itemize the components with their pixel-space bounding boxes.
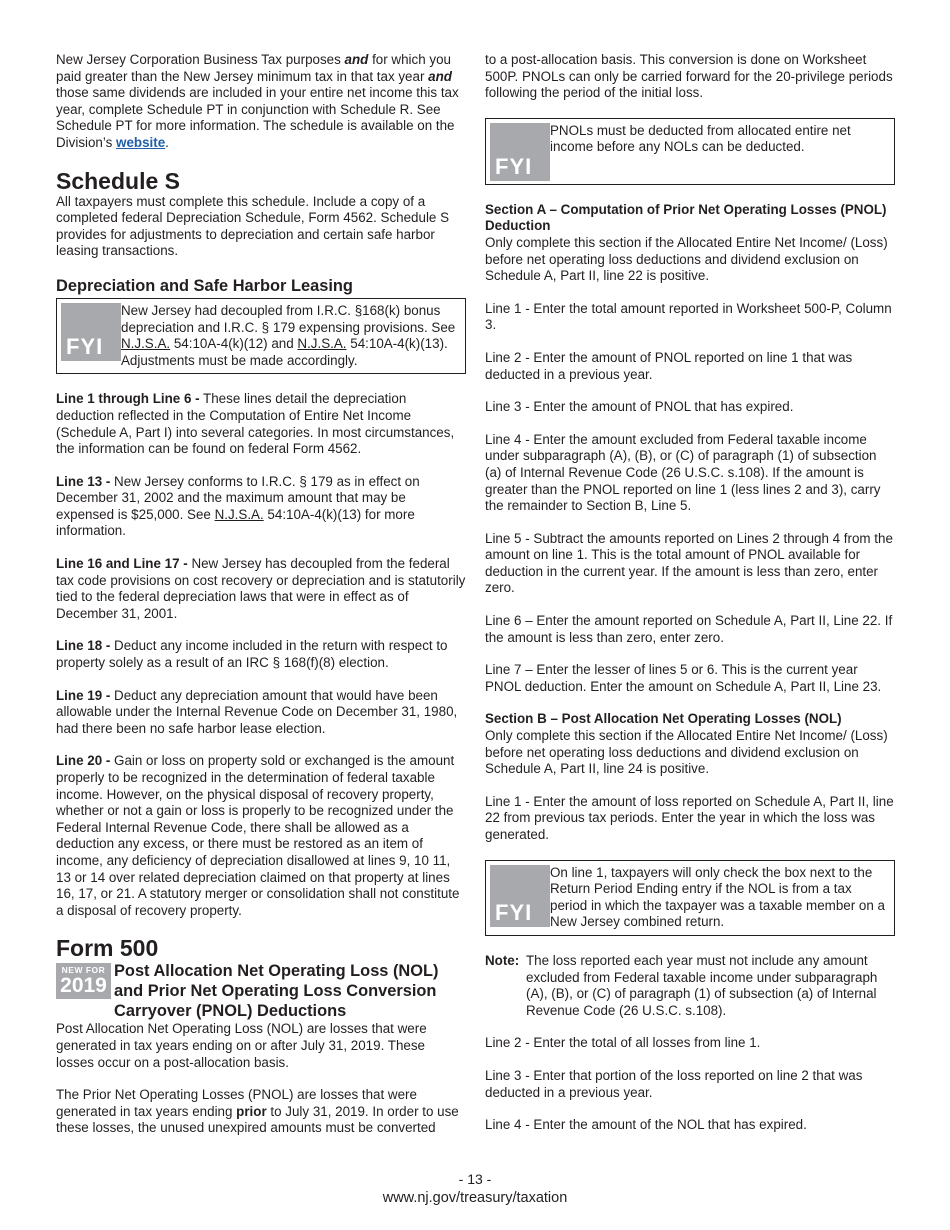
- fyi-text: PNOLs must be deducted from allocated entire net income before any NOLs can be deducted.: [550, 122, 851, 155]
- page-number: - 13 -: [458, 1171, 492, 1187]
- section-b-intro: Only complete this section if the Allocated Entire Net Income/ (Loss) before net operating loss deductions and dividend exclusion on Schedule A, Part II, line 24 is positive.: [485, 728, 888, 777]
- line-19-label: Line 19 -: [56, 687, 111, 703]
- nol-paragraph: Post Allocation Net Operating Loss (NOL) are losses that were generated in tax years ending on or after July 31, 2019. These losses occur on a post-allocation basis.: [56, 1021, 427, 1070]
- new-for-label: NEW FOR: [61, 965, 106, 976]
- fyi1-njsa-2: N.J.S.A.: [297, 336, 347, 352]
- note-label: Note:: [485, 952, 520, 968]
- intro-text-a: New Jersey Corporation Business Tax purposes: [56, 52, 345, 67]
- section-b-line-2: Line 2 - Enter the total of all losses from line 1.: [485, 1035, 761, 1051]
- line-13-paragraph: [56, 474, 466, 540]
- fyi-box-combined-return: [485, 860, 895, 936]
- new-year-label: 2019: [60, 974, 107, 998]
- line-20-label: Line 20 -: [56, 753, 111, 769]
- form-500-title: Form 500: [56, 935, 159, 962]
- note-block: [485, 953, 895, 1019]
- fyi-box-depreciation: [56, 298, 466, 374]
- new-for-2019-badge: [56, 963, 111, 999]
- intro-text-b: for which you paid greater than the New Jersey minimum tax in that tax year: [56, 52, 451, 84]
- section-a-intro: Only complete this section if the Allocated Entire Net Income/ (Loss) before net operating loss deductions and dividend exclusion on Schedule A, Part II, line 22 is positive.: [485, 234, 888, 284]
- line-16-text: New Jersey has decoupled from the federal tax code provisions on cost recovery or depreciation and is statutorily tied to the federal depreciation laws that were in effect as of December 31, 2001.: [56, 556, 466, 621]
- depreciation-heading: Depreciation and Safe Harbor Leasing: [56, 276, 353, 295]
- section-a-line-7: Line 7 – Enter the lesser of lines 5 or 6. This is the current year PNOL deduction. Enter the amount on Schedule A, Part II, Line 23.: [485, 662, 882, 694]
- line-16-label: Line 16 and Line 17 -: [56, 556, 188, 572]
- section-b-line-4: Line 4 - Enter the amount of the NOL that has expired.: [485, 1117, 807, 1133]
- fyi-badge: FYI: [490, 123, 550, 181]
- line-18-paragraph: [56, 638, 466, 671]
- line-19-text: Deduct any depreciation amount that would have been allowable under the Internal Revenue Code on December 31, 1980, had there been no safe harbor lease election.: [56, 687, 458, 736]
- line-18-label: Line 18 -: [56, 638, 111, 654]
- section-b-title: Section B – Post Allocation Net Operating Losses (NOL): [485, 711, 842, 727]
- note-text: The loss reported each year must not include any amount excluded from Federal taxable income under subparagraph (A), (B), or (C) of paragraph (1) of subsection (a) of Internal Revenue Code (26 U.S.C. s.108).: [526, 952, 878, 1018]
- nol-heading-block: [56, 961, 466, 1021]
- line-20-text: Gain or loss on property sold or exchanged is the amount properly to be recognized in the determination of federal taxable income. However, on the physical disposal of recovery property, whether or not a gain or loss is properly to be recognized under the Federal Internal Revenue Code, there shall be allowed as a deduction any excess, or there must be restored as an item of income, any deficiency of depreciation disallowed at lines 9, 10 11, 13 or 14 over related depreciation claimed on that property at lines 16, 17, or 21. A statutory merger or consolidation shall not constitute a disposal of recovery property.: [56, 753, 460, 918]
- fyi1-b: 54:10A-4(k)(12) and: [170, 336, 298, 352]
- line-13-a: New Jersey conforms to I.R.C. § 179 as in effect on December 31, 2002 and the maximum amount that may be expensed is $25,000. See: [56, 473, 420, 522]
- left-column: [56, 52, 466, 1153]
- section-a-line-6: Line 6 – Enter the amount reported on Schedule A, Part II, Line 22. If the amount is less than zero, enter zero.: [485, 613, 893, 645]
- fyi-box-pnol: [485, 118, 895, 185]
- pnol-paragraph: [56, 1087, 466, 1137]
- section-b-line-1: Line 1 - Enter the amount of loss reported on Schedule A, Part II, line 22 from previous tax periods. Enter the year in which the loss was generated.: [485, 793, 894, 842]
- nol-heading: Post Allocation Net Operating Loss (NOL) and Prior Net Operating Loss Conversion Carryover (PNOL) Deductions: [114, 962, 439, 1021]
- line-16-paragraph: [56, 556, 466, 622]
- right-column: [485, 52, 895, 1150]
- section-a-line-2: Line 2 - Enter the amount of PNOL reported on line 1 that was deducted in a previous year.: [485, 349, 853, 382]
- section-a-title: Section A – Computation of Prior Net Operating Losses (PNOL) Deduction: [485, 201, 887, 234]
- schedule-s-title: Schedule S: [56, 167, 180, 194]
- section-a-line-4: Line 4 - Enter the amount excluded from Federal taxable income under subparagraph (A), (B), or (C) of paragraph (1) of subsection (a) of Internal Revenue Code (26 U.S.C. s.108). If the amount is greater than the PNOL reported on line 1 (less lines 2 and 3), carry the remainder to Section B, Line 5.: [485, 431, 881, 514]
- pnol-continued: to a post-allocation basis. This conversion is done on Worksheet 500P. PNOLs can only be carried forward for the 20-privilege periods following the period of the initial loss.: [485, 52, 893, 101]
- pnol-b: to July 31, 2019. In order to use these losses, the unused unexpired amounts must be converted: [56, 1103, 459, 1136]
- line-1-6-paragraph: [56, 391, 466, 457]
- fyi1-njsa-1: N.J.S.A.: [121, 336, 171, 352]
- pnol-prior: prior: [236, 1103, 267, 1119]
- line-13-label: Line 13 -: [56, 473, 111, 489]
- fyi1-c: 54:10A-4(k)(13). Adjustments must be made accordingly.: [121, 336, 448, 368]
- fyi-badge: FYI: [490, 865, 550, 927]
- section-b-line-3: Line 3 - Enter that portion of the loss reported on line 2 that was deducted in a previous year.: [485, 1067, 863, 1100]
- line-1-6-text: These lines detail the depreciation deduction reflected in the Computation of Entire Net Income (Schedule A, Part I) into several categories. In most circumstances, the information can be found on federal Form 4562.: [56, 391, 455, 457]
- schedule-s-text: All taxpayers must complete this schedule. Include a copy of a completed federal Depreciation Schedule, Form 4562. Schedule S provides for adjustments to depreciation and certain safe harbor leasing transactions.: [56, 193, 450, 259]
- fyi-badge: FYI: [61, 303, 121, 361]
- line-13-b: 54:10A-4(k)(13) for more information.: [56, 506, 415, 539]
- line-1-6-label: Line 1 through Line 6 -: [56, 391, 200, 407]
- section-a-line-5: Line 5 - Subtract the amounts reported on Lines 2 through 4 from the amount on line 1. This is the total amount of PNOL available for deduction in the current year. If the amount is less than zero, enter zero.: [485, 530, 893, 596]
- line-20-paragraph: [56, 753, 466, 919]
- line-19-paragraph: [56, 688, 466, 738]
- intro-end: .: [165, 134, 169, 150]
- line-13-njsa: N.J.S.A.: [214, 506, 264, 522]
- footer-url: www.nj.gov/treasury/taxation: [382, 1190, 568, 1206]
- intro-paragraph: [56, 52, 466, 152]
- intro-and-2: and: [428, 68, 452, 84]
- line-18-text: Deduct any income included in the return with respect to property solely as a result of an IRC § 168(f)(8) election.: [56, 638, 448, 671]
- fyi-text: On line 1, taxpayers will only check the box next to the Return Period Ending entry if the NOL is from a tax period in which the taxpayer was a taxable member on a New Jersey combined return.: [550, 864, 885, 930]
- fyi-text: [121, 303, 461, 369]
- fyi1-a: New Jersey had decoupled from I.R.C. §168(k) bonus depreciation and I.R.C. § 179 expensing provisions. See: [121, 302, 456, 335]
- section-a-line-1: Line 1 - Enter the total amount reported in Worksheet 500-P, Column 3.: [485, 300, 892, 333]
- website-link[interactable]: website: [116, 134, 166, 150]
- intro-and-1: and: [344, 52, 369, 67]
- pnol-a: The Prior Net Operating Losses (PNOL) are losses that were generated in tax years ending: [56, 1087, 417, 1119]
- section-a-line-3: Line 3 - Enter the amount of PNOL that has expired.: [485, 399, 794, 415]
- intro-text-c: those same dividends are included in your entire net income this tax year, complete Schedule PT in conjunction with Schedule R. See Schedule PT for more information. The schedule is available on the Division’s: [56, 85, 459, 150]
